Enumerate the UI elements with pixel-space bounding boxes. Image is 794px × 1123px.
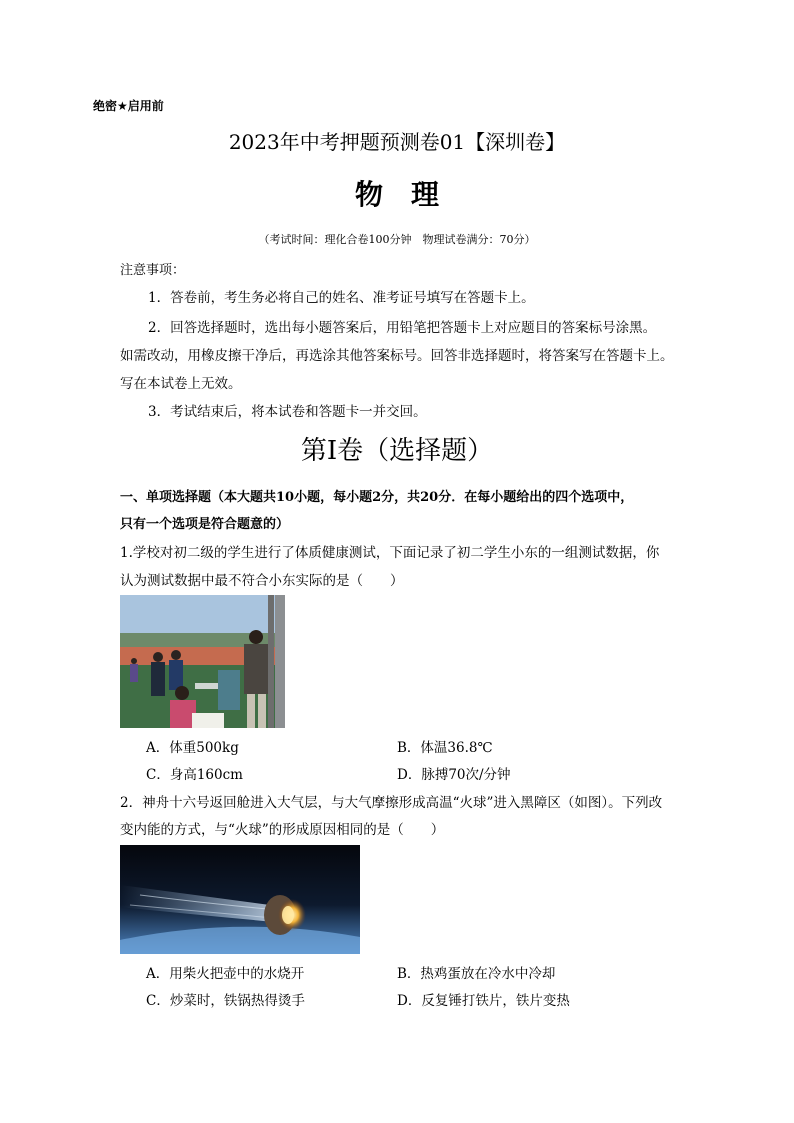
question-1-photo: [120, 595, 285, 728]
part-title: 第Ⅰ卷（选择题）: [300, 436, 494, 466]
subject-title: 物理: [354, 178, 467, 211]
question-1-option-b: B．体温36.8℃: [397, 740, 493, 756]
notes-item-2-line-3: 写在本试卷上无效。: [120, 376, 242, 392]
confidential-label: 绝密★启用前: [93, 99, 164, 113]
question-1-stem-line-2: 认为测试数据中最不符合小东实际的是（ ）: [120, 573, 404, 589]
question-2-option-b: B．热鸡蛋放在冷水中冷却: [397, 966, 556, 982]
section-1-heading-line-2: 只有一个选项是符合题意的）: [120, 517, 290, 532]
notes-item-2-line-1: 2．回答选择题时，选出每小题答案后，用铅笔把答题卡上对应题目的答案标号涂黑。: [148, 320, 657, 336]
question-1-option-d: D．脉搏70次/分钟: [397, 767, 511, 783]
question-2-option-c: C．炒菜时，铁锅热得烫手: [146, 993, 305, 1009]
question-2-option-d: D．反复锤打铁片，铁片变热: [397, 993, 570, 1009]
notes-item-3: 3．考试结束后，将本试卷和答题卡一并交回。: [148, 404, 427, 420]
notes-item-1: 1．答卷前，考生务必将自己的姓名、准考证号填写在答题卡上。: [148, 290, 535, 306]
question-1-option-a: A．体重500kg: [146, 740, 239, 756]
question-2-fireball-photo: [120, 845, 360, 954]
question-1-stem-line-1: 1.学校对初二级的学生进行了体质健康测试，下面记录了初二学生小东的一组测试数据，你: [120, 545, 660, 561]
question-1-option-c: C．身高160cm: [146, 767, 243, 783]
question-2-option-a: A．用柴火把壶中的水烧开: [146, 966, 305, 982]
notes-heading: 注意事项：: [120, 263, 186, 278]
question-2-stem-line-2: 变内能的方式，与“火球”的形成原因相同的是（ ）: [120, 822, 445, 838]
exam-title: 2023年中考押题预测卷01【深圳卷】: [228, 130, 566, 154]
exam-info: （考试时间：理化合卷100分钟 物理试卷满分：70分）: [258, 233, 536, 246]
notes-item-2-line-2: 如需改动，用橡皮擦干净后，再选涂其他答案标号。回答非选择题时，将答案写在答题卡上。: [120, 348, 674, 364]
section-1-heading-line-1: 一、单项选择题（本大题共10小题，每小题2分，共20分．在每小题给出的四个选项中，: [120, 490, 634, 505]
question-2-stem-line-1: 2．神舟十六号返回舱进入大气层，与大气摩擦形成高温“火球”进入黑障区（如图）。下列改: [120, 795, 663, 811]
